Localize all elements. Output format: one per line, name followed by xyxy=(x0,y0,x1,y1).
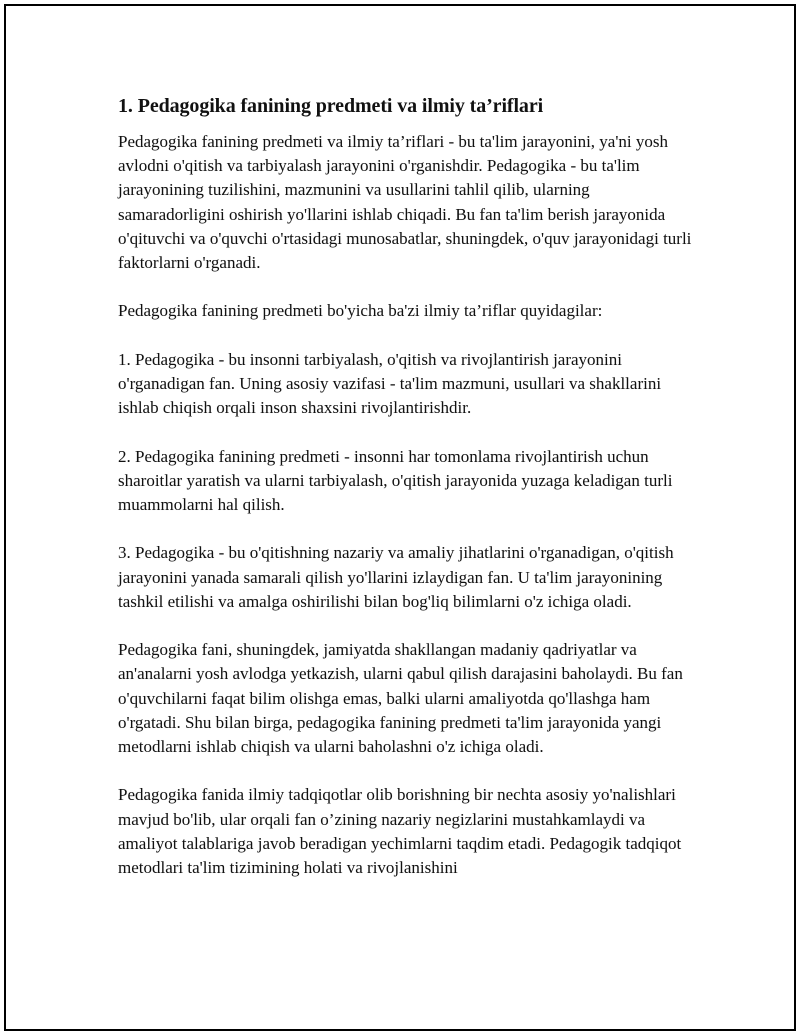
paragraph-definitions-lead: Pedagogika fanining predmeti bo'yicha ba'zi ilmiy ta’riflar quyidagilar: xyxy=(118,301,603,321)
paragraph-definition-2: 2. Pedagogika fanining predmeti - insonni har tomonlama rivojlantirish uchun sharoitlar yaratish va ularni tarbiyalash, o'qitish jarayonida yuzaga keladigan turli muammolarni hal qilish. xyxy=(118,446,673,514)
document-title: 1. Pedagogika fanining predmeti va ilmiy ta’riflari xyxy=(118,95,544,117)
document-body xyxy=(118,92,698,904)
paragraph-definition-3: 3. Pedagogika - bu o'qitishning nazariy va amaliy jihatlarini o'rganadigan, o'qitish jarayonini yanada samarali qilish yo'llarini izlaydigan fan. U ta'lim jarayonining tashkil etilishi va amalga oshirilishi bilan bog'liq bilimlarni o'z ichiga oladi. xyxy=(118,543,674,611)
paragraph-definition-1: 1. Pedagogika - bu insonni tarbiyalash, o'qitish va rivojlantirish jarayonini o'rganadigan fan. Uning asosiy vazifasi - ta'lim mazmuni, usullari va shakllarini ishlab chiqish orqali inson shaxsini rivojlantirishdir. xyxy=(118,349,662,418)
paragraph-intro: Pedagogika fanining predmeti va ilmiy ta’riflari - bu ta'lim jarayonini, ya'ni yosh avlodni o'qitish va tarbiyalash jarayonini o'rganishdir. Pedagogika - bu ta'lim jarayonining tuzilishini, mazmunini va usullarini tahlil qilib, ularning samaradorligini oshirish yo'llarini ishlab chiqadi. Bu fan ta'lim berish jarayonida o'qituvchi va o'quvchi o'rtasidagi munosabatlar, shuningdek, o'quv jarayonidagi turli faktorlarni o'rganadi. xyxy=(118,132,692,273)
paragraph-cultural-values: Pedagogika fani, shuningdek, jamiyatda shakllangan madaniy qadriyatlar va an'analarni yosh avlodga yetkazish, ularni qabul qilish darajasini baholaydi. Bu fan o'quvchilarni faqat bilim olishga emas, balki ularni amaliyotda qo'llashga ham o'rgatadi. Shu bilan birga, pedagogika fanining predmeti ta'lim jarayonida yangi metodlarni ishlab chiqish va ularni baholashni o'z ichiga oladi. xyxy=(118,640,683,756)
paragraph-research: Pedagogika fanida ilmiy tadqiqotlar olib borishning bir nechta asosiy yo'nalishlari mavjud bo'lib, ular orqali fan o’zining nazariy negizlarini mustahkamlaydi va amaliyot talablariga javob beradigan yechimlarni taqdim etadi. Pedagogik tadqiqot metodlari ta'lim tizimining holati va rivojlanishini xyxy=(118,785,682,877)
